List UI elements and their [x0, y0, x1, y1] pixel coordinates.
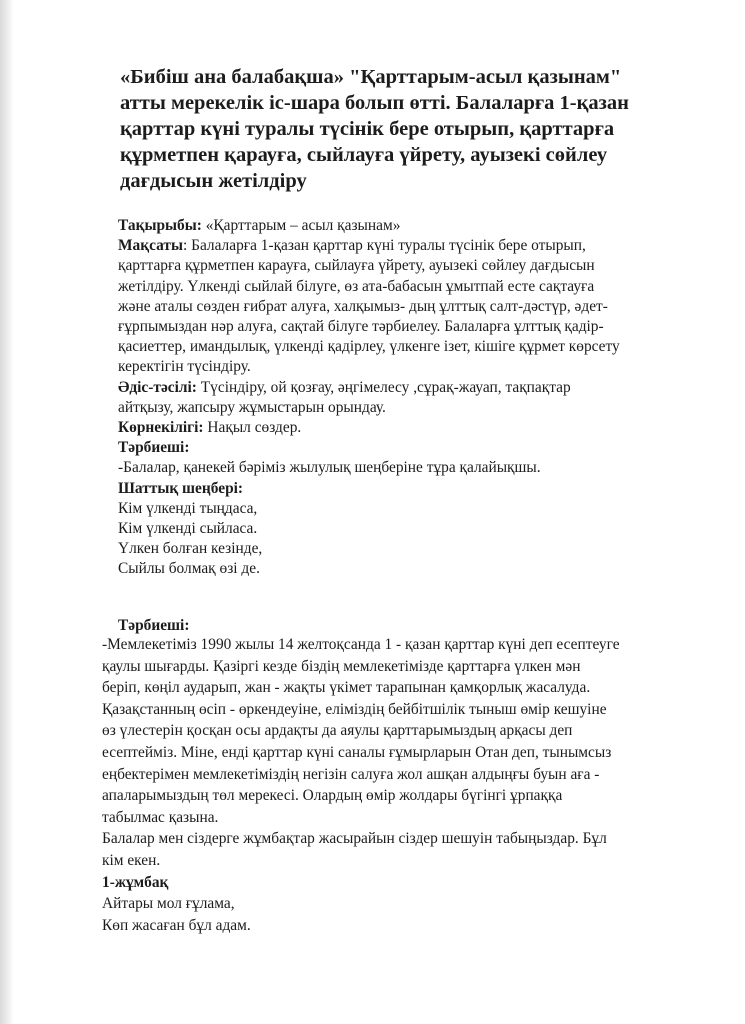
- teacher-label: Тәрбиеші:: [118, 439, 190, 457]
- method-text: Түсіндіру, ой қозғау, әңгімелесу ,сұрақ-жауап, тақпақтар: [196, 378, 571, 396]
- goal-text-line: ғұрпымыздан нәр алуға, сақтай білуге тәрбиелеу. Балаларға ұлттық қадір-: [118, 318, 604, 336]
- teacher2-speech: [102, 634, 712, 936]
- goal-line: [118, 236, 698, 256]
- speech-line: беріп, көңіл аударып, жан - жақты үкімет тарапынан қамқорлық жасалуда.: [102, 679, 591, 697]
- visual-line: [118, 418, 698, 438]
- speech-line: табылмас қазына.: [102, 808, 219, 826]
- speech-line: еңбектерімен мемлекетіміздің негізін салуға жол ашқан алдыңғы буын аға -: [102, 765, 600, 783]
- teacher-label: Тәрбиеші:: [118, 617, 190, 634]
- goal-text-line: жетілдіру. Үлкенді сыйлай білуге, өз ата-бабасын ұмытпай есте сақтауға: [118, 277, 595, 295]
- title-line: «Бибіш ана балабақша» "Қарттарым-асыл қазынам": [120, 66, 622, 88]
- poem-line: Үлкен болған кезінде,: [118, 540, 263, 558]
- poem-line: Кім үлкенді сыйласа.: [118, 520, 258, 538]
- speech-line: қаулы шығарды. Қазіргі кезде біздің мемлекетімізде қарттарға үлкен мән: [102, 657, 581, 675]
- visual-label: Көрнекілігі:: [118, 419, 204, 437]
- document-title: [120, 64, 680, 194]
- riddle-label: 1-жұмбақ: [102, 873, 169, 891]
- method-label: Әдіс-тәсілі:: [118, 378, 197, 396]
- teacher-speech: -Балалар, қанекей бәріміз жылулық шеңберіне тұра қалайықшы.: [118, 459, 541, 477]
- visual-text: Нақыл сөздер.: [203, 419, 302, 437]
- speech-line: кім екен.: [102, 851, 161, 869]
- goal-text-line: және аталы сөзден ғибрат алуға, халқымыз- дың ұлттық салт-дәстүр, әдет-: [118, 297, 608, 315]
- topic-line: [118, 216, 698, 236]
- speech-line: Балалар мен сіздерге жұмбақтар жасырайын сіздер шешуін табыңыздар. Бұл: [102, 830, 607, 848]
- poem-line: Сыйлы болмақ өзі де.: [118, 560, 260, 578]
- riddle-line: Айтары мол ғұлама,: [102, 895, 235, 913]
- topic-label: Тақырыбы:: [118, 217, 202, 234]
- lesson-plan-body: [118, 216, 698, 580]
- goal-text-line: қасиеттер, имандылық, үлкенді қадірлеу, үлкенге ізет, кішіге құрмет көрсету: [118, 338, 620, 356]
- title-line: дағдысын жетілдіру: [120, 170, 307, 192]
- speech-line: өз үлестерін қосқан осы ардақты да аяулы қарттарымыздың арқасы деп: [102, 722, 573, 740]
- poem-line: Кім үлкенді тыңдаса,: [118, 499, 258, 517]
- method-text-line: айтқызу, жапсыру жұмыстарын орындау.: [118, 398, 386, 416]
- speech-line: Қазақстанның өсіп - өркендеуіне, еліміздің бейбітшілік тыныш өмір кешуіне: [102, 700, 607, 718]
- speech-line: апаларымыздың төл мерекесі. Олардың өмір жолдары бүгінгі ұрпаққа: [102, 787, 563, 805]
- goal-text-line: қарттарға құрметпен карауға, сыйлауға үйрету, ауызекі сөйлеу дағдысын: [118, 257, 595, 275]
- circle-label: Шаттық шеңбері:: [118, 479, 244, 497]
- goal-label: Мақсаты: [118, 237, 183, 255]
- speech-line: есептейміз. Міне, енді қарттар күні саналы ғұмырларын Отан деп, тынымсыз: [102, 743, 612, 761]
- title-line: атты мерекелік іс-шара болып өтті. Балаларға 1-қазан: [120, 92, 629, 114]
- riddle-line: Көп жасаған бұл адам.: [102, 916, 251, 934]
- title-line: құрметпен қарауға, сыйлауға үйрету, ауызекі сөйлеу: [120, 144, 608, 166]
- speech-line: -Мемлекетіміз 1990 жылы 14 желтоқсанда 1 - қазан қарттар күні деп есептеуге: [102, 636, 620, 653]
- goal-text: : Балаларға 1-қазан қарттар күні туралы түсінік бере отырып,: [182, 237, 586, 255]
- goal-text-line: керектігін түсіндіру.: [118, 358, 251, 376]
- method-line: [118, 378, 698, 398]
- topic-text: «Қарттарым – асыл қазынам»: [201, 217, 401, 234]
- title-line: қарттар күні туралы түсінік бере отырып, қарттарға: [120, 118, 615, 140]
